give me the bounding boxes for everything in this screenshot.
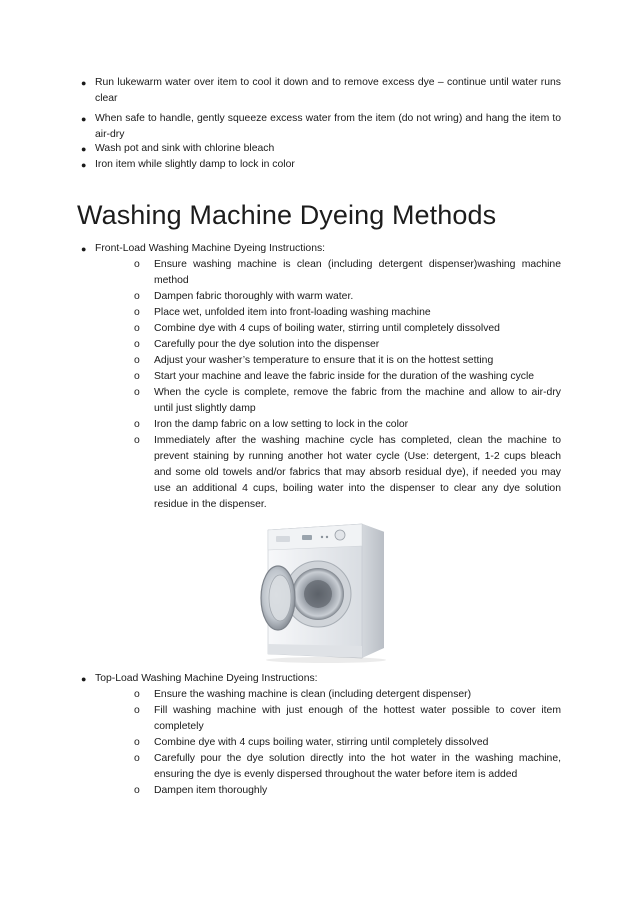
list-item: [134, 257, 561, 289]
list-item: [134, 321, 561, 337]
list-item: [81, 75, 561, 107]
list-item: [134, 751, 561, 783]
circle-bullet-icon: o: [134, 371, 140, 382]
list-item-text: Combine dye with 4 cups boiling water, stirring until completely dissolved: [154, 737, 489, 748]
list-item: [134, 433, 561, 513]
circle-bullet-icon: o: [134, 339, 140, 350]
circle-bullet-icon: o: [134, 259, 140, 270]
circle-bullet-icon: o: [134, 307, 140, 318]
list-item: [134, 289, 561, 305]
section-title-front-load: [81, 241, 561, 257]
list-item-text: Ensure washing machine is clean (including detergent dispenser)washing machine method: [154, 259, 561, 286]
circle-bullet-icon: o: [134, 753, 140, 764]
list-item-text: Run lukewarm water over item to cool it down and to remove excess dye – continue until water runs clear: [95, 77, 561, 104]
circle-bullet-icon: o: [134, 705, 140, 716]
list-item-text: Top-Load Washing Machine Dyeing Instructions:: [95, 673, 318, 684]
circle-bullet-icon: o: [134, 737, 140, 748]
list-item: [134, 417, 561, 433]
list-item-text: Front-Load Washing Machine Dyeing Instructions:: [95, 243, 326, 254]
circle-bullet-icon: o: [134, 435, 140, 446]
list-item: [134, 353, 561, 369]
list-item: [81, 111, 561, 143]
list-item-text: Fill washing machine with just enough of the hottest water possible to cover item completely: [154, 705, 561, 732]
bullet-icon: ●: [81, 160, 87, 170]
list-item-text: Immediately after the washing machine cycle has completed, clean the machine to prevent staining by running another hot water cycle (Use: detergent, 1-2 cups bleach and some old towels and/or fabrics that may absorb residual dye), if needed you may use an additional 4 cups, boiling water into the dispenser to clear any dye solution residue in the dispenser.: [154, 435, 561, 510]
list-item: [134, 369, 561, 385]
circle-bullet-icon: o: [134, 419, 140, 430]
bullet-icon: ●: [81, 674, 87, 684]
list-item-text: Place wet, unfolded item into front-loading washing machine: [154, 307, 431, 318]
list-item-text: When safe to handle, gently squeeze excess water from the item (do not wring) and hang the item to air-dry: [95, 113, 561, 140]
list-item: [134, 735, 561, 751]
list-item-text: Start your machine and leave the fabric inside for the duration of the washing cycle: [154, 371, 535, 382]
list-item: [134, 687, 561, 703]
circle-bullet-icon: o: [134, 323, 140, 334]
circle-bullet-icon: o: [134, 785, 140, 796]
list-item-text: Adjust your washer’s temperature to ensure that it is on the hottest setting: [154, 355, 494, 366]
list-item-text: Iron item while slightly damp to lock in color: [95, 159, 295, 170]
list-item-text: Carefully pour the dye solution into the dispenser: [154, 339, 380, 350]
bullet-icon: ●: [81, 114, 87, 124]
section-title-top-load: [81, 671, 561, 687]
list-item: [81, 141, 561, 157]
list-item: [134, 703, 561, 735]
washing-machine-image: [244, 520, 394, 663]
list-item-text: Ensure the washing machine is clean (including detergent dispenser): [154, 689, 472, 700]
list-item: [81, 157, 561, 173]
list-item-text: When the cycle is complete, remove the fabric from the machine and allow to air-dry until just slightly damp: [154, 387, 561, 414]
bullet-icon: ●: [81, 144, 87, 154]
list-item: [134, 337, 561, 353]
list-item-text: Wash pot and sink with chlorine bleach: [95, 143, 275, 154]
list-item: [134, 783, 561, 799]
circle-bullet-icon: o: [134, 291, 140, 302]
circle-bullet-icon: o: [134, 689, 140, 700]
bullet-icon: ●: [81, 78, 87, 88]
list-item-text: Iron the damp fabric on a low setting to lock in the color: [154, 419, 409, 430]
circle-bullet-icon: o: [134, 355, 140, 366]
list-item: [134, 305, 561, 321]
list-item-text: Dampen fabric thoroughly with warm water.: [154, 291, 354, 302]
section-heading: Washing Machine Dyeing Methods: [77, 200, 497, 230]
list-item-text: Carefully pour the dye solution directly into the hot water in the washing machine, ensuring the dye is evenly dispersed throughout the water before item is added: [154, 753, 561, 780]
bullet-icon: ●: [81, 244, 87, 254]
list-item: [134, 385, 561, 417]
list-item-text: Combine dye with 4 cups of boiling water, stirring until completely dissolved: [154, 323, 500, 334]
list-item-text: Dampen item thoroughly: [154, 785, 268, 796]
circle-bullet-icon: o: [134, 387, 140, 398]
